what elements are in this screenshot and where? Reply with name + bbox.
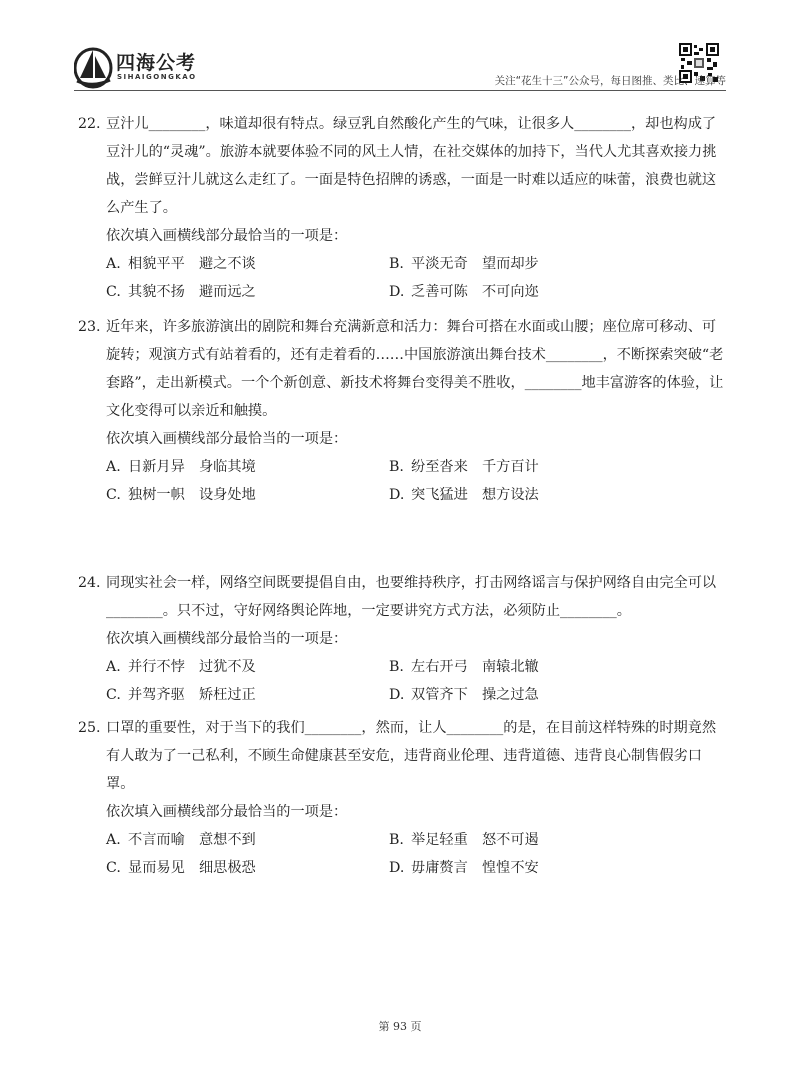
option-b[interactable]: B. 纷至沓来 千方百计 [389, 459, 539, 475]
option-list [78, 250, 728, 306]
question-prompt: 依次填入画横线部分最恰当的一项是： [106, 804, 348, 820]
option-c[interactable]: C. 独树一帜 设身处地 [106, 487, 256, 503]
logo-chinese-name: 四海公考 [116, 52, 197, 74]
option-a[interactable]: A. 不言而喻 意想不到 [106, 832, 256, 848]
option-d[interactable]: D. 乏善可陈 不可向迩 [389, 284, 539, 300]
option-c[interactable]: C. 并驾齐驱 矫枉过正 [106, 687, 256, 703]
question-24 [78, 569, 728, 709]
question-text: 口罩的重要性，对于当下的我们________，然而，让人________的是，在目前这样特殊的时期竟然有人敢为了一己私利，不顾生命健康甚至安危，违背商业伦理、违背道德、违背良心制售假劣口罩。 [106, 720, 717, 792]
question-stem [78, 569, 728, 625]
option-list [78, 453, 728, 509]
question-prompt: 依次填入画横线部分最恰当的一项是： [106, 228, 348, 244]
page-number: 第 93 页 [378, 1020, 422, 1033]
option-b[interactable]: B. 平淡无奇 望而却步 [389, 256, 539, 272]
option-a[interactable]: A. 并行不悖 过犹不及 [106, 659, 256, 675]
question-number: 25. [78, 720, 101, 736]
header-promo-note: 关注“花生十三”公众号，每日图推、类比、速算等 [494, 75, 726, 87]
question-prompt: 依次填入画横线部分最恰当的一项是： [106, 631, 348, 647]
option-list [78, 826, 728, 882]
question-22 [78, 110, 728, 306]
option-a[interactable]: A. 日新月异 身临其境 [106, 459, 256, 475]
page-header [0, 0, 800, 96]
question-number: 23. [78, 319, 101, 335]
header-divider [74, 90, 726, 91]
question-23 [78, 313, 728, 509]
question-stem [78, 313, 728, 425]
question-text: 近年来，许多旅游演出的剧院和舞台充满新意和活力：舞台可搭在水面或山腰；座位席可移动、可旋转；观演方式有站着看的，还有走着看的……中国旅游演出舞台技术________，不断探索突破“老套路”，走出新模式。一个个新创意、新技术将舞台变得美不胜收，________地丰富游客的体验，让文化变得可以亲近和触摸。 [106, 319, 724, 419]
question-text: 同现实社会一样，网络空间既要提倡自由，也要维持秩序，打击网络谣言与保护网络自由完全可以________。只不过，守好网络舆论阵地，一定要讲究方式方法，必须防止________。 [106, 575, 717, 619]
option-d[interactable]: D. 突飞猛进 想方设法 [389, 487, 539, 503]
question-25 [78, 714, 728, 882]
option-d[interactable]: D. 毋庸赘言 惶惶不安 [389, 860, 539, 876]
logo-english-name: SIHAIGONGKAO [117, 73, 197, 81]
sailboat-logo-icon [74, 44, 114, 90]
question-number: 22. [78, 116, 101, 132]
option-c[interactable]: C. 其貌不扬 避而远之 [106, 284, 256, 300]
option-b[interactable]: B. 左右开弓 南辕北辙 [389, 659, 539, 675]
brand-logo [74, 44, 214, 90]
option-list [78, 653, 728, 709]
option-d[interactable]: D. 双管齐下 操之过急 [389, 687, 539, 703]
option-a[interactable]: A. 相貌平平 避之不谈 [106, 256, 256, 272]
question-number: 24. [78, 575, 101, 591]
option-c[interactable]: C. 显而易见 细思极恐 [106, 860, 256, 876]
question-stem [78, 714, 728, 798]
question-stem [78, 110, 728, 222]
option-b[interactable]: B. 举足轻重 怒不可遏 [389, 832, 539, 848]
question-text: 豆汁儿________，味道却很有特点。绿豆乳自然酸化产生的气味，让很多人________，却也构成了豆汁儿的“灵魂”。旅游本就要体验不同的风土人情，在社交媒体的加持下，当代人尤其喜欢接力挑战，尝鲜豆汁儿就这么走红了。一面是特色招牌的诱惑，一面是一时难以适应的味蕾，浪费也就这么产生了。 [106, 116, 717, 216]
question-prompt: 依次填入画横线部分最恰当的一项是： [106, 431, 348, 447]
